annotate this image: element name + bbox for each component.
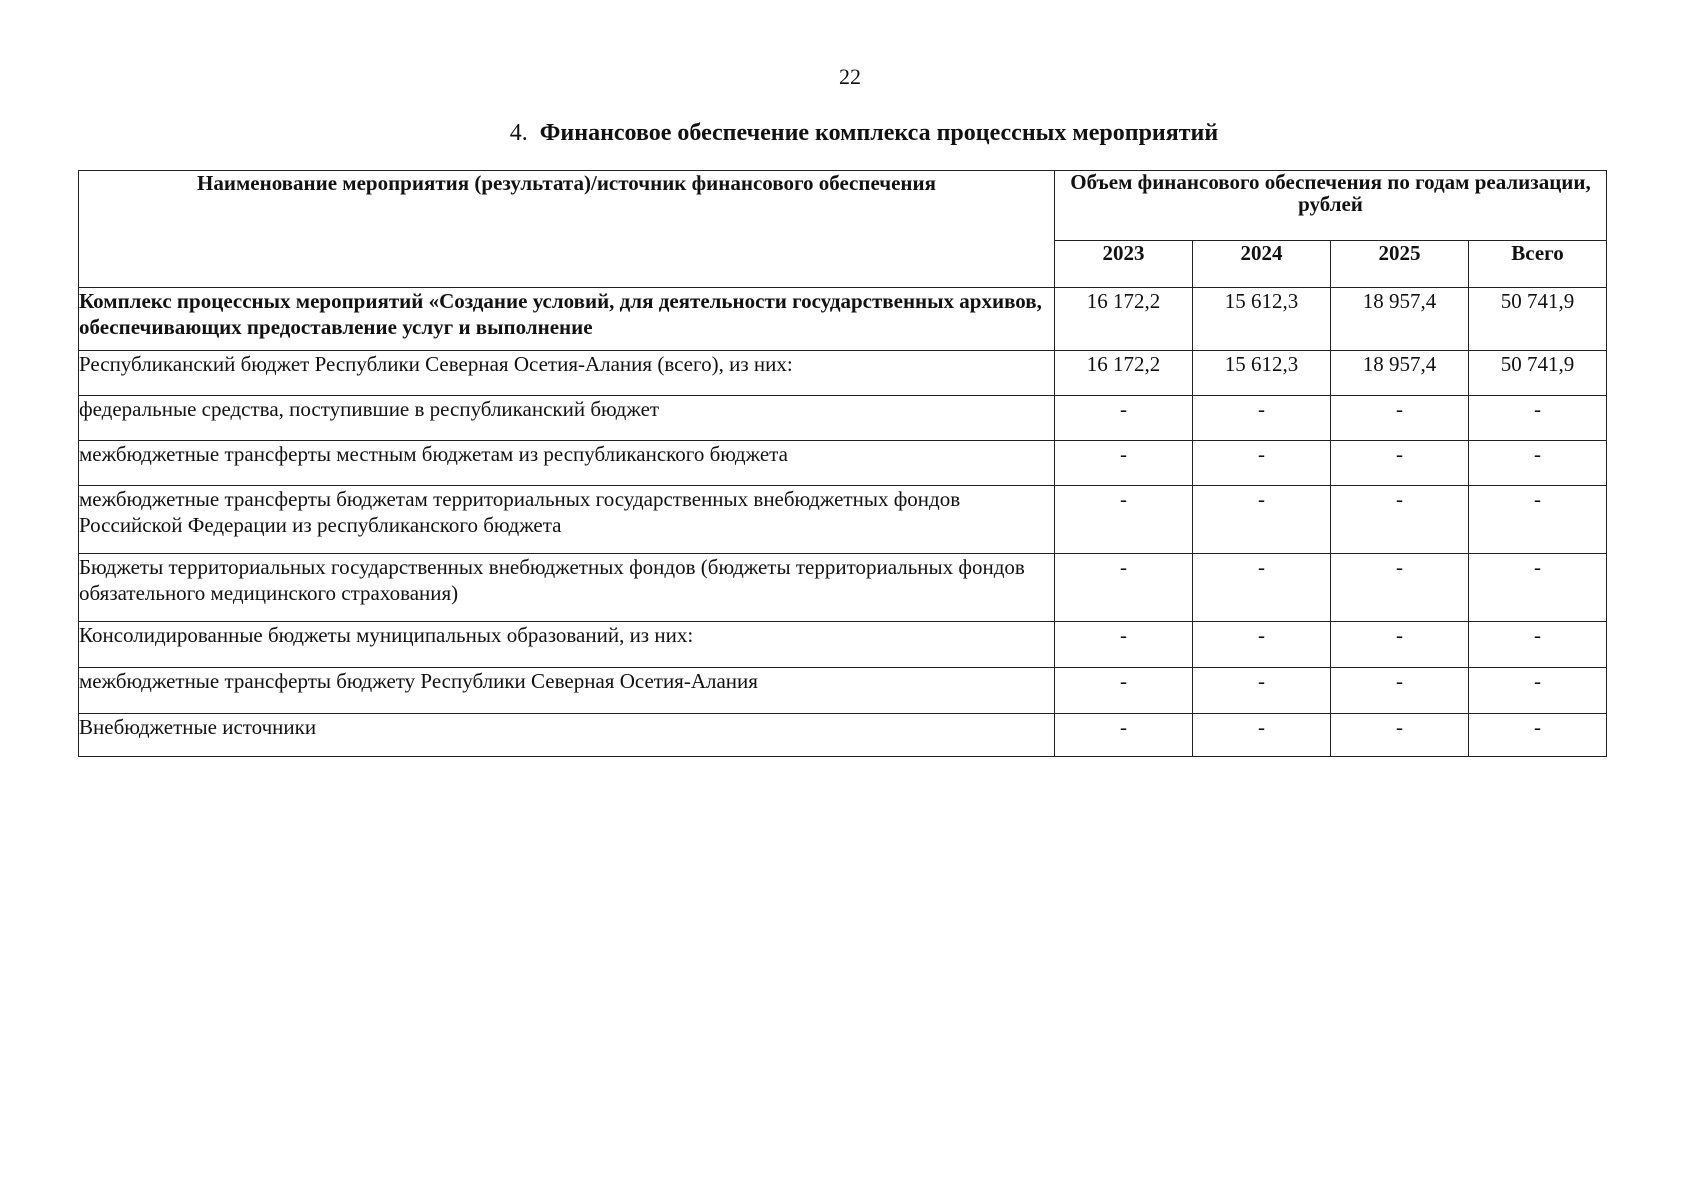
value-cell: - — [1055, 554, 1193, 622]
page-number: 22 — [839, 64, 861, 89]
value-cell: - — [1469, 486, 1607, 554]
value-cell: - — [1469, 554, 1607, 622]
row-name: Внебюджетные источники — [79, 714, 1055, 757]
value-cell: - — [1055, 622, 1193, 668]
value-cell: - — [1193, 486, 1331, 554]
value-cell: - — [1469, 668, 1607, 714]
header-total: Всего — [1469, 240, 1607, 287]
value-cell: - — [1193, 441, 1331, 486]
row-name: Консолидированные бюджеты муниципальных образований, из них: — [79, 622, 1055, 668]
value-cell: - — [1469, 441, 1607, 486]
table-row — [79, 486, 1607, 554]
table-row — [79, 668, 1607, 714]
value-cell: - — [1193, 554, 1331, 622]
table-row — [79, 396, 1607, 441]
header-year-2025: 2025 — [1331, 240, 1469, 287]
header-year-2023: 2023 — [1055, 240, 1193, 287]
row-name — [79, 288, 1055, 351]
value-cell: 18 957,4 — [1331, 288, 1469, 351]
value-cell: - — [1193, 396, 1331, 441]
section-number: 4. — [509, 120, 528, 146]
value-cell: 16 172,2 — [1055, 288, 1193, 351]
value-cell: - — [1469, 622, 1607, 668]
table-row — [79, 714, 1607, 757]
value-cell: - — [1469, 396, 1607, 441]
value-cell: 50 741,9 — [1469, 288, 1607, 351]
value-cell: - — [1055, 396, 1193, 441]
section-title-text: Финансовое обеспечение комплекса процессных мероприятий — [539, 120, 1219, 146]
row-name: Республиканский бюджет Республики Северная Осетия-Алания (всего), из них: — [79, 351, 1055, 396]
table-row — [79, 622, 1607, 668]
table-row — [79, 441, 1607, 486]
value-cell: - — [1193, 668, 1331, 714]
header-year-2024: 2024 — [1193, 240, 1331, 287]
financing-table — [78, 170, 1607, 757]
value-cell: - — [1055, 714, 1193, 757]
row-name: федеральные средства, поступившие в республиканский бюджет — [79, 396, 1055, 441]
row-name: межбюджетные трансферты местным бюджетам из республиканского бюджета — [79, 441, 1055, 486]
value-cell: - — [1331, 554, 1469, 622]
value-cell: - — [1331, 486, 1469, 554]
value-cell: - — [1193, 714, 1331, 757]
value-cell: - — [1055, 668, 1193, 714]
table-row — [79, 288, 1607, 351]
value-cell: - — [1469, 714, 1607, 757]
value-cell: 16 172,2 — [1055, 351, 1193, 396]
table-row — [79, 554, 1607, 622]
value-cell: - — [1055, 486, 1193, 554]
section-title — [0, 120, 1686, 147]
row-name: межбюджетные трансферты бюджету Республики Северная Осетия-Алания — [79, 668, 1055, 714]
table-row — [79, 351, 1607, 396]
value-cell: 15 612,3 — [1193, 288, 1331, 351]
header-funding-volume: Объем финансового обеспечения по годам реализации, рублей — [1055, 171, 1607, 241]
value-cell: - — [1331, 622, 1469, 668]
value-cell: 15 612,3 — [1193, 351, 1331, 396]
row-name-text: Комплекс процессных мероприятий «Создание условий, для деятельности государственных архивов, обеспечивающих предоставление услуг и выполнение — [79, 289, 1042, 339]
header-name-column: Наименование мероприятия (результата)/источник финансового обеспечения — [79, 171, 1055, 288]
value-cell: - — [1331, 396, 1469, 441]
value-cell: 50 741,9 — [1469, 351, 1607, 396]
value-cell: - — [1193, 622, 1331, 668]
value-cell: 18 957,4 — [1331, 351, 1469, 396]
value-cell: - — [1331, 668, 1469, 714]
row-name: межбюджетные трансферты бюджетам территориальных государственных внебюджетных фондов Российской Федерации из республиканского бюджета — [79, 486, 1055, 554]
row-name: Бюджеты территориальных государственных внебюджетных фондов (бюджеты территориальных фондов обязательного медицинского страхования) — [79, 554, 1055, 622]
value-cell: - — [1055, 441, 1193, 486]
value-cell: - — [1331, 714, 1469, 757]
value-cell: - — [1331, 441, 1469, 486]
